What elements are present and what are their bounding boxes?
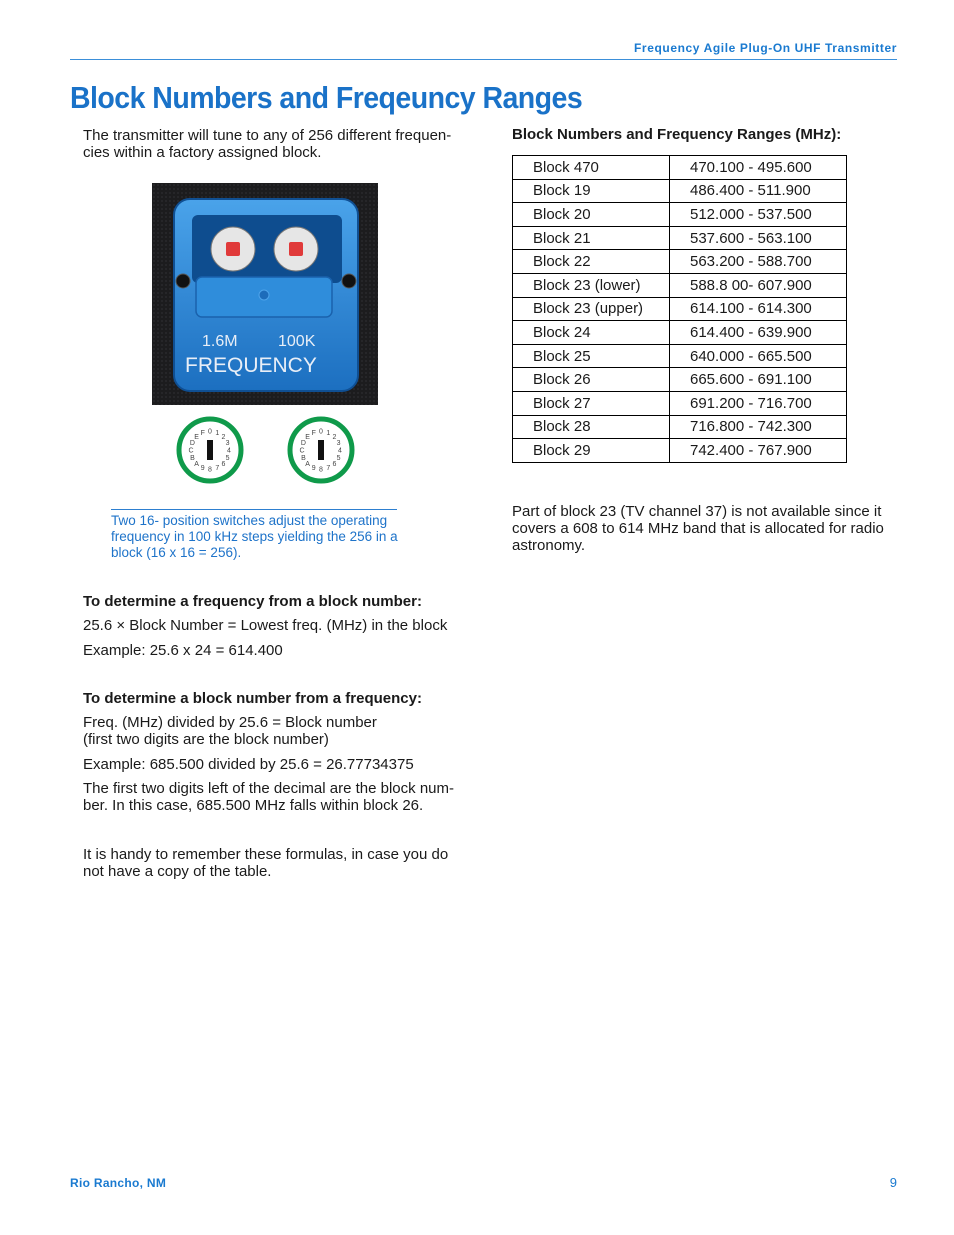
table-row xyxy=(513,368,847,392)
frequency-range-cell: 614.400 - 639.900 xyxy=(670,321,847,345)
table-row xyxy=(513,273,847,297)
dial-digit: C xyxy=(299,447,305,455)
dial-digit: 0 xyxy=(319,428,323,436)
block-name-cell: Block 27 xyxy=(513,391,670,415)
table-row xyxy=(513,226,847,250)
photo-label-1-6m: 1.6M xyxy=(202,333,238,350)
section-1-heading: To determine a frequency from a block number: xyxy=(83,593,422,610)
block-name-cell: Block 23 (upper) xyxy=(513,297,670,321)
frequency-switch-photo xyxy=(152,183,378,405)
table-row xyxy=(513,203,847,227)
page-number: 9 xyxy=(889,1175,897,1190)
section-2-formula-line-1: Freq. (MHz) divided by 25.6 = Block number xyxy=(83,714,377,731)
section-2-heading: To determine a block number from a frequency: xyxy=(83,690,422,707)
table-row xyxy=(513,156,847,180)
rotary-dial-diagram-1 xyxy=(176,416,244,484)
right-screw-icon xyxy=(342,274,356,288)
frequency-range-cell: 537.600 - 563.100 xyxy=(670,226,847,250)
table-row xyxy=(513,415,847,439)
table-row xyxy=(513,250,847,274)
rotary-dial-diagram-2 xyxy=(287,416,355,484)
block-name-cell: Block 470 xyxy=(513,156,670,180)
frequency-range-cell: 512.000 - 537.500 xyxy=(670,203,847,227)
radio-astronomy-note: Part of block 23 (TV channel 37) is not available since it covers a 608 to 614 MHz band that is allocated for radio astronomy. xyxy=(512,503,884,554)
block-name-cell: Block 21 xyxy=(513,226,670,250)
table-row xyxy=(513,344,847,368)
section-2-example: Example: 685.500 divided by 25.6 = 26.77734375 xyxy=(83,756,414,773)
dial-digit: 8 xyxy=(319,466,323,474)
dial-digit: D xyxy=(189,440,195,448)
dial-digit: 3 xyxy=(225,440,230,448)
page-title: Block Numbers and Freqeuncy Ranges xyxy=(70,80,583,115)
dial-digit: A xyxy=(194,460,199,468)
panel-hole xyxy=(259,290,269,300)
table-row xyxy=(513,179,847,203)
block-name-cell: Block 28 xyxy=(513,415,670,439)
switch-1-rotor xyxy=(226,242,240,256)
dial-digit: B xyxy=(301,454,306,462)
caption-rule xyxy=(111,509,397,510)
closing-paragraph: It is handy to remember these formulas, in case you do not have a copy of the table. xyxy=(83,846,449,880)
dial-digit: 5 xyxy=(336,454,341,462)
block-name-cell: Block 23 (lower) xyxy=(513,273,670,297)
frequency-range-cell: 588.8 00- 607.900 xyxy=(670,273,847,297)
section-1-formula: 25.6 × Block Number = Lowest freq. (MHz) in the block xyxy=(83,617,448,634)
dial-digit: 2 xyxy=(332,434,337,442)
photo-label-100k: 100K xyxy=(278,333,316,350)
table-heading: Block Numbers and Frequency Ranges (MHz): xyxy=(512,126,842,143)
block-name-cell: Block 22 xyxy=(513,250,670,274)
frequency-range-cell: 563.200 - 588.700 xyxy=(670,250,847,274)
dial-digit: 1 xyxy=(326,429,331,437)
section-1-example: Example: 25.6 x 24 = 614.400 xyxy=(83,642,283,659)
dial-digit: 2 xyxy=(221,434,226,442)
table-row xyxy=(513,297,847,321)
dial-digit: E xyxy=(194,434,199,442)
frequency-range-cell: 470.100 - 495.600 xyxy=(670,156,847,180)
table-row xyxy=(513,321,847,345)
block-name-cell: Block 25 xyxy=(513,344,670,368)
dial-digit: F xyxy=(200,429,205,437)
photo-label-frequency: FREQUENCY xyxy=(185,354,317,377)
block-frequency-table xyxy=(512,155,847,463)
dial-digit: 3 xyxy=(336,440,341,448)
running-header: Frequency Agile Plug-On UHF Transmitter xyxy=(634,41,897,55)
dial-digit: C xyxy=(188,447,194,455)
frequency-range-cell: 614.100 - 614.300 xyxy=(670,297,847,321)
left-screw-icon xyxy=(176,274,190,288)
frequency-range-cell: 665.600 - 691.100 xyxy=(670,368,847,392)
block-name-cell: Block 20 xyxy=(513,203,670,227)
frequency-range-cell: 691.200 - 716.700 xyxy=(670,391,847,415)
frequency-range-cell: 742.400 - 767.900 xyxy=(670,439,847,463)
section-2-explanation: The first two digits left of the decimal are the block num-ber. In this case, 685.500 MHz falls within block 26. xyxy=(83,780,454,814)
dial-digit: 4 xyxy=(227,447,231,455)
frequency-range-cell: 716.800 - 742.300 xyxy=(670,415,847,439)
photo-caption: Two 16- position switches adjust the operating frequency in 100 kHz steps yielding the 256 in a block (16 x 16 = 256). xyxy=(111,513,398,560)
footer-location: Rio Rancho, NM xyxy=(70,1176,167,1190)
header-rule xyxy=(70,59,897,60)
table-row xyxy=(513,439,847,463)
dial-digit: A xyxy=(305,460,310,468)
frequency-panel-illustration xyxy=(152,183,378,405)
block-name-cell: Block 26 xyxy=(513,368,670,392)
switch-2-rotor xyxy=(289,242,303,256)
frequency-range-cell: 640.000 - 665.500 xyxy=(670,344,847,368)
intro-paragraph: The transmitter will tune to any of 256 different frequen-cies within a factory assigned block. xyxy=(83,127,452,161)
dial-digit: 9 xyxy=(311,465,316,473)
dial-digit: E xyxy=(305,434,310,442)
dial-digit: D xyxy=(300,440,306,448)
dial-digit: F xyxy=(311,429,316,437)
dial-digit: 4 xyxy=(338,447,342,455)
dial-digit: 5 xyxy=(225,454,230,462)
dial-1-pointer xyxy=(207,440,213,460)
dial-digit: B xyxy=(190,454,195,462)
dial-digit: 6 xyxy=(221,460,226,468)
section-2-formula-line-2: (first two digits are the block number) xyxy=(83,731,329,748)
dial-digit: 1 xyxy=(215,429,220,437)
block-name-cell: Block 29 xyxy=(513,439,670,463)
frequency-range-cell: 486.400 - 511.900 xyxy=(670,179,847,203)
dial-digit: 7 xyxy=(215,465,220,473)
dial-digit: 7 xyxy=(326,465,331,473)
dial-digit: 8 xyxy=(208,466,212,474)
block-name-cell: Block 19 xyxy=(513,179,670,203)
dial-digit: 9 xyxy=(200,465,205,473)
dial-digit: 6 xyxy=(332,460,337,468)
dial-digit: 0 xyxy=(208,428,212,436)
table-row xyxy=(513,391,847,415)
block-name-cell: Block 24 xyxy=(513,321,670,345)
dial-2-pointer xyxy=(318,440,324,460)
